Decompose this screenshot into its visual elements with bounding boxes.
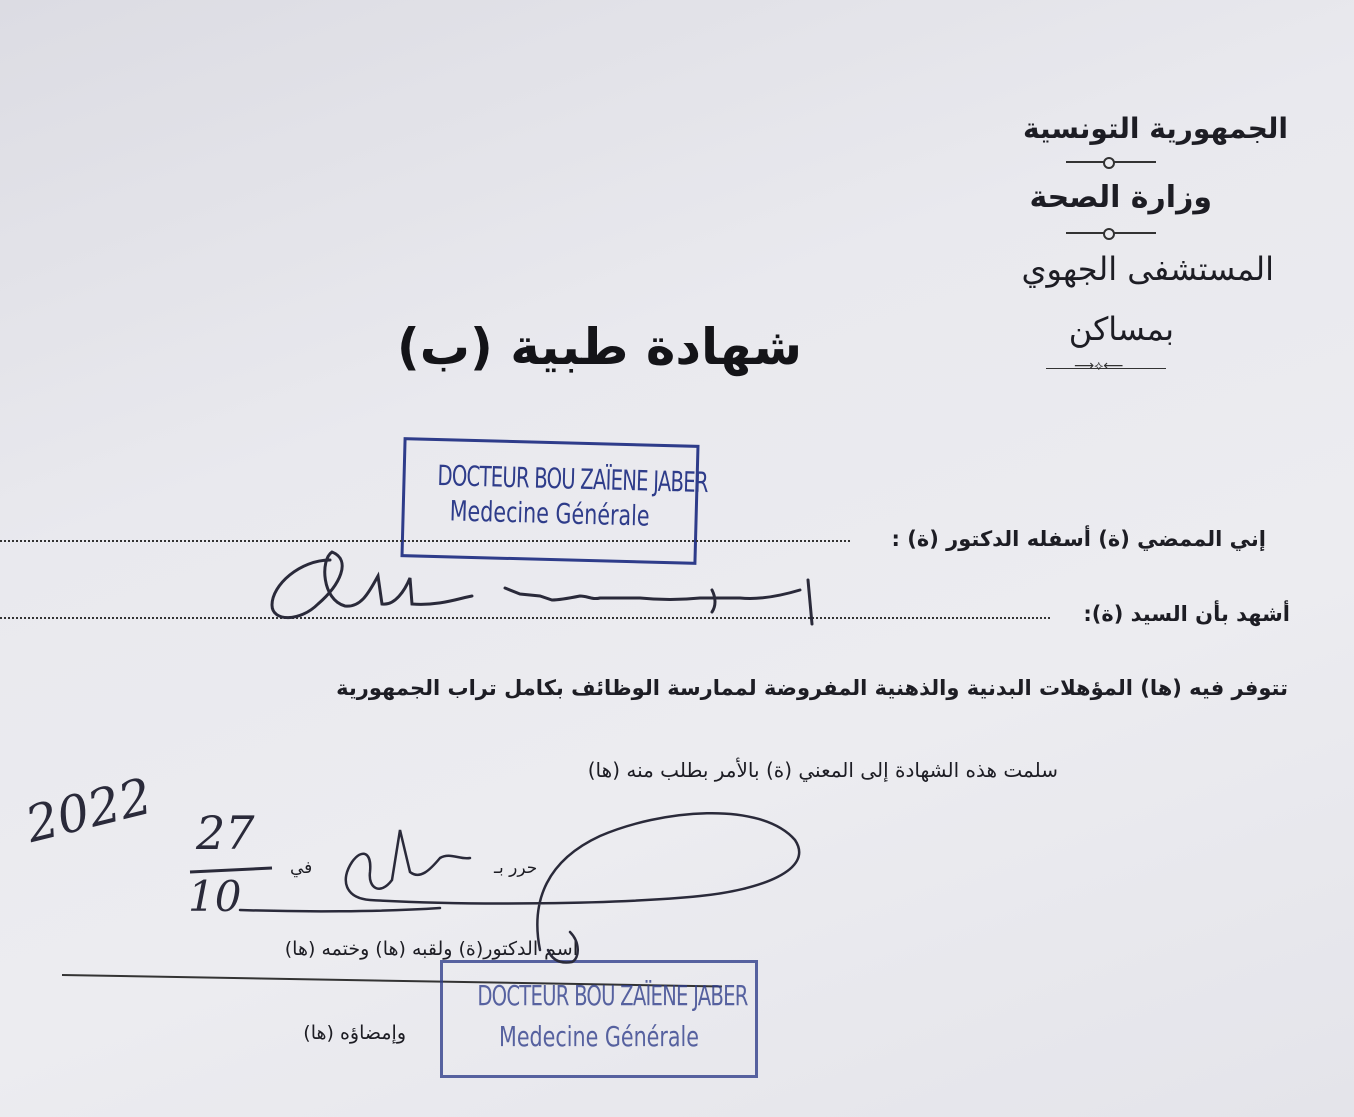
stamp-top-specialty: Medecine Générale (449, 494, 651, 533)
header-hospital: المستشفى الجهوي (1021, 250, 1274, 288)
header-city: بمساكن (1068, 310, 1174, 348)
certificate-title: شهادة طبية (ب) (396, 318, 802, 376)
written-at-label: حرر بـ (494, 858, 538, 878)
doctor-signature (240, 813, 799, 962)
header-republic: الجمهورية التونسية (1023, 112, 1288, 145)
on-label: في (290, 858, 313, 878)
fitness-statement: تتوفر فيه (ها) المؤهلات البدنية والذهنية المفروضة لممارسة الوظائف بكامل تراب الجمهورية (336, 676, 1288, 700)
header-ministry: وزارة الصحة (1029, 180, 1212, 215)
stamp-top-doctor-name: DOCTEUR BOU ZAÏENE JABER (437, 459, 709, 500)
doctor-label: إني الممضي (ة) أسفله الدكتور (ة) : (891, 527, 1266, 551)
patient-label: أشهد بأن السيد (ة): (1083, 602, 1290, 626)
stamp-bottom-specialty: Medecine Générale (499, 1020, 699, 1053)
handwritten-day: 27 (196, 806, 255, 860)
signature-label: وإمضاؤه (ها) (303, 1022, 406, 1044)
patient-name-handwriting (272, 552, 812, 624)
handwritten-year: 2022 (19, 766, 158, 854)
date-fraction-bar (190, 868, 272, 872)
handwritten-month: 10 (188, 872, 242, 921)
stamp-bottom-doctor-name: DOCTEUR BOU ZAÏENE JABER (477, 979, 748, 1012)
header-ornament: ⟶⟡⟵ (1074, 358, 1124, 374)
doctor-name-stamp-label: اسم الدكتور(ة) ولقبه (ها) وختمه (ها) (284, 938, 578, 960)
delivered-statement: سلمت هذه الشهادة إلى المعني (ة) بالأمر بطلب منه (ها) (587, 758, 1058, 782)
